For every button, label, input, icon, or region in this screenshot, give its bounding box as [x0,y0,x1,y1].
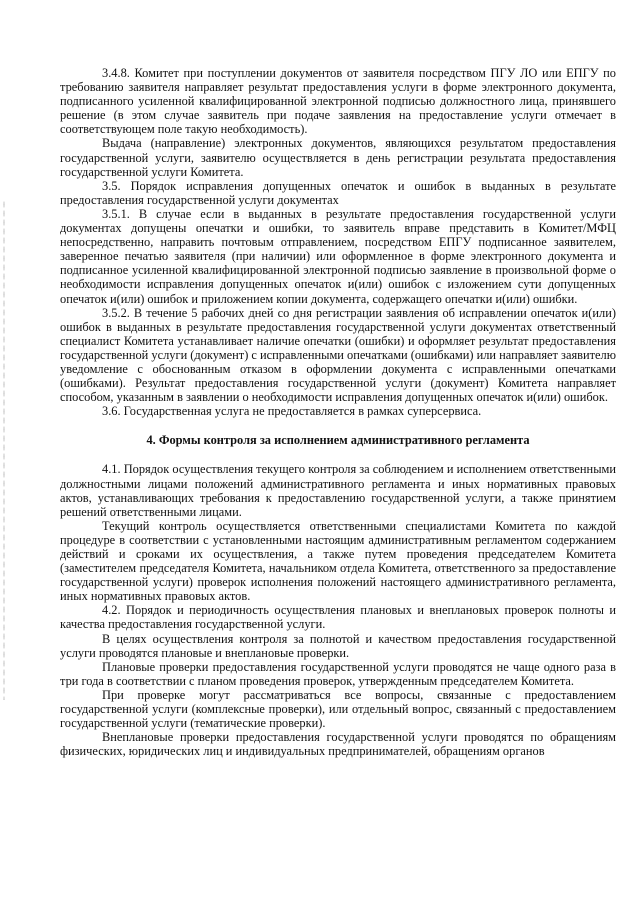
paragraph-3-6: 3.6. Государственная услуга не предоставляется в рамках суперсервиса. [102,404,482,419]
paragraph-current-control: Текущий контроль осуществляется ответственными специалистами Комитета по каждой процедуре в соответствии с установленными настоящим административным регламентом содержанием действий и сроками их осуществления, а также путем проведения председателем Комитета (заместителем председателя Комитета, начальником отдела Комитета, ответственного за предоставление государственной услуги) проверок исполнения положений настоящего административного регламента, иных нормативных правовых актов. [60,518,616,604]
paragraph-4-1: 4.1. Порядок осуществления текущего контроля за соблюдением и исполнением ответственными должностными лицами положений административного регламента и иных нормативных правовых актов, устанавливающих требования к предоставлению государственной услуги, а также принятием решений ответственными лицами. [60,462,616,519]
paragraph-planned-checks: Плановые проверки предоставления государственной услуги проводятся не чаще одного раза в три года в соответствии с планом проведения проверок, утвержденным председателем Комитета. [60,659,616,688]
paragraph-3-5-1: 3.5.1. В случае если в выданных в результате предоставления государственной услуги документах допущены опечатки и ошибки, то заявитель вправе представить в Комитет/МФЦ непосредственно, направить почтовым отправлением, посредством ЕПГУ подписанное заявителем, заверенное печатью заявителя (при наличии) или оформленное в форме электронного документа и подписанное усиленной квалифицированной электронной подписью заявление в произвольной форме о необходимости исправления допущенных опечаток и(или) ошибок с изложением сути допущенных опечаток и(или) ошибок и приложением копии документа, содержащего опечатки и(или) ошибки. [60,206,616,306]
section-4-heading: 4. Формы контроля за исполнением административного регламента [146,433,530,448]
paragraph-unplanned-checks: Внеплановые проверки предоставления государственной услуги проводятся по обращениям физических, юридических лиц и индивидуальных предпринимателей, обращениям органов [60,730,616,759]
paragraph-3-4-8: 3.4.8. Комитет при поступлении документов от заявителя посредством ПГУ ЛО или ЕПГУ по требованию заявителя направляет результат предоставления услуги в форме электронного документа, подписанного усиленной квалифицированной электронной подписью должностного лица, принявшего решение (в этом случае заявитель при подаче заявления на предоставление услуги отмечает в соответствующем поле такую необходимость). [60,66,616,137]
paragraph-4-2: 4.2. Порядок и периодичность осуществления плановых и внеплановых проверок полноты и качества предоставления государственной услуги. [60,603,616,632]
paragraph-3-5: 3.5. Порядок исправления допущенных опечаток и ошибок в выданных в результате предоставления государственной услуги документах [60,178,616,207]
paragraph-check-questions: При проверке могут рассматриваться все вопросы, связанные с предоставлением государственной услуги (комплексные проверки), или отдельный вопрос, связанный с предоставлением государственной услуги (тематические проверки). [60,687,616,731]
scan-margin-dots [3,200,5,700]
paragraph-electronic-issue: Выдача (направление) электронных документов, являющихся результатом предоставления государственной услуги, заявителю осуществляется в день регистрации результата предоставления государственной услуги Комитета. [60,136,616,179]
paragraph-3-5-2: 3.5.2. В течение 5 рабочих дней со дня регистрации заявления об исправлении опечаток и(или) ошибок в выданных в результате предоставления государственной услуги документах ответственный специалист Комитета устанавливает наличие опечатки (ошибки) и оформляет результат предоставления государственной услуги (документ) с исправленными опечатками (ошибками) или направляет заявителю уведомление с обоснованным отказом в оформлении документа с исправленными опечатками (ошибками). Результат предоставления государственной услуги (документ) Комитета направляет способом, указанным в заявлении о необходимости исправления допущенных опечаток и(или) ошибок. [60,305,616,405]
paragraph-control-purpose: В целях осуществления контроля за полнотой и качеством предоставления государственной услуги проводятся плановые и внеплановые проверки. [60,631,616,660]
document-page [60,66,616,758]
